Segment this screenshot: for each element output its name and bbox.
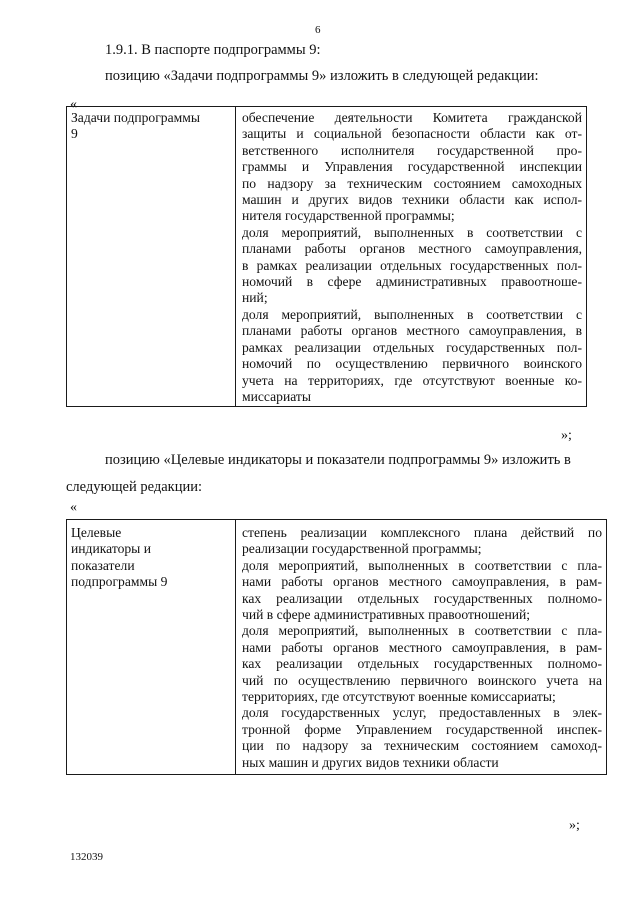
content-line: ции по надзору за техническим состоянием самоход- [242, 738, 602, 754]
content-line: обеспечение деятельности Комитета гражданской [242, 110, 582, 125]
content-line: доля мероприятий, выполненных в соответствии с [242, 224, 582, 240]
content-line: доля государственных услуг, предоставленных в элек- [242, 705, 602, 721]
content-line: планами работы органов местного самоуправления, в [242, 323, 582, 339]
content-line: доля мероприятий, выполненных в соответствии с [242, 306, 582, 322]
label-line: Задачи подпрограммы [71, 110, 200, 125]
content-line: нами работы органов местного самоуправления, в рам- [242, 574, 602, 590]
label-line: показатели [71, 557, 135, 573]
content-line: ках реализации отдельных государственных полномо- [242, 656, 602, 672]
content-line: ных машин и других видов техники области [242, 754, 499, 770]
content-line: номочий по осуществлению первичного воинского [242, 356, 582, 372]
section-heading: 1.9.1. В паспорте подпрограммы 9: [105, 42, 321, 58]
content-line: территориях, где отсутствуют военные комиссариаты; [242, 689, 556, 705]
indicators-content-cell [236, 520, 607, 775]
opening-quote-2: « [70, 500, 77, 515]
content-line: нителя государственной программы; [242, 208, 455, 224]
content-line: машин и других видов техники области как испол- [242, 192, 582, 208]
intro-paragraph-2-line-2: следующей редакции: [66, 479, 203, 495]
content-line: граммы и Управления государственной инспекции [242, 159, 582, 175]
content-line: степень реализации комплексного плана действий по [242, 525, 602, 540]
content-line: реализации государственной программы; [242, 541, 482, 557]
tasks-label-cell [67, 107, 236, 407]
tasks-content-cell [236, 107, 587, 407]
content-line: ках реализации отдельных государственных полномо- [242, 590, 602, 606]
content-line: рамках реализации отдельных государственных пол- [242, 339, 582, 355]
content-line: доля мероприятий, выполненных в соответствии с пла- [242, 557, 602, 573]
content-line: защиты и социальной безопасности области как от- [242, 126, 582, 142]
content-line: ветственного исполнителя государственной про- [242, 142, 582, 158]
content-line: учета на территориях, где отсутствуют военные ко- [242, 372, 582, 388]
content-line: планами работы органов местного самоуправления, [242, 241, 582, 257]
label-line: индикаторы и [71, 541, 151, 557]
content-line: нами работы органов местного самоуправления, в рам- [242, 639, 602, 655]
intro-paragraph-1: позицию «Задачи подпрограммы 9» изложить в следующей редакции: [105, 68, 539, 84]
content-line: доля мероприятий, выполненных в соответствии с пла- [242, 623, 602, 639]
content-line: в рамках реализации отдельных государственных пол- [242, 257, 582, 273]
label-line: Целевые [71, 525, 122, 540]
document-code: 132039 [70, 851, 103, 863]
label-line: подпрограммы 9 [71, 574, 168, 590]
tasks-table [66, 106, 587, 407]
content-line: чий по осуществлению первичного воинского учета на [242, 672, 602, 688]
intro-paragraph-2-line-1: позицию «Целевые индикаторы и показатели подпрограммы 9» изложить в [105, 452, 571, 468]
indicators-table [66, 519, 607, 775]
content-line: номочий в сфере административных правоотноше- [242, 274, 582, 290]
closing-quote-1: »; [561, 428, 572, 443]
closing-quote-2: »; [569, 818, 580, 833]
content-line: миссариаты [242, 388, 311, 404]
content-line: тронной форме Управлением государственной инспек- [242, 721, 602, 737]
table-row [67, 520, 607, 775]
page-number: 6 [315, 24, 321, 36]
content-line: ний; [242, 290, 268, 306]
label-line: 9 [71, 126, 78, 142]
content-line: по надзору за техническим состоянием самоходных [242, 175, 582, 191]
opening-quote-1: « [70, 97, 77, 112]
table-row [67, 107, 587, 407]
indicators-label-cell [67, 520, 236, 775]
content-line: чий в сфере административных правоотношений; [242, 607, 531, 623]
